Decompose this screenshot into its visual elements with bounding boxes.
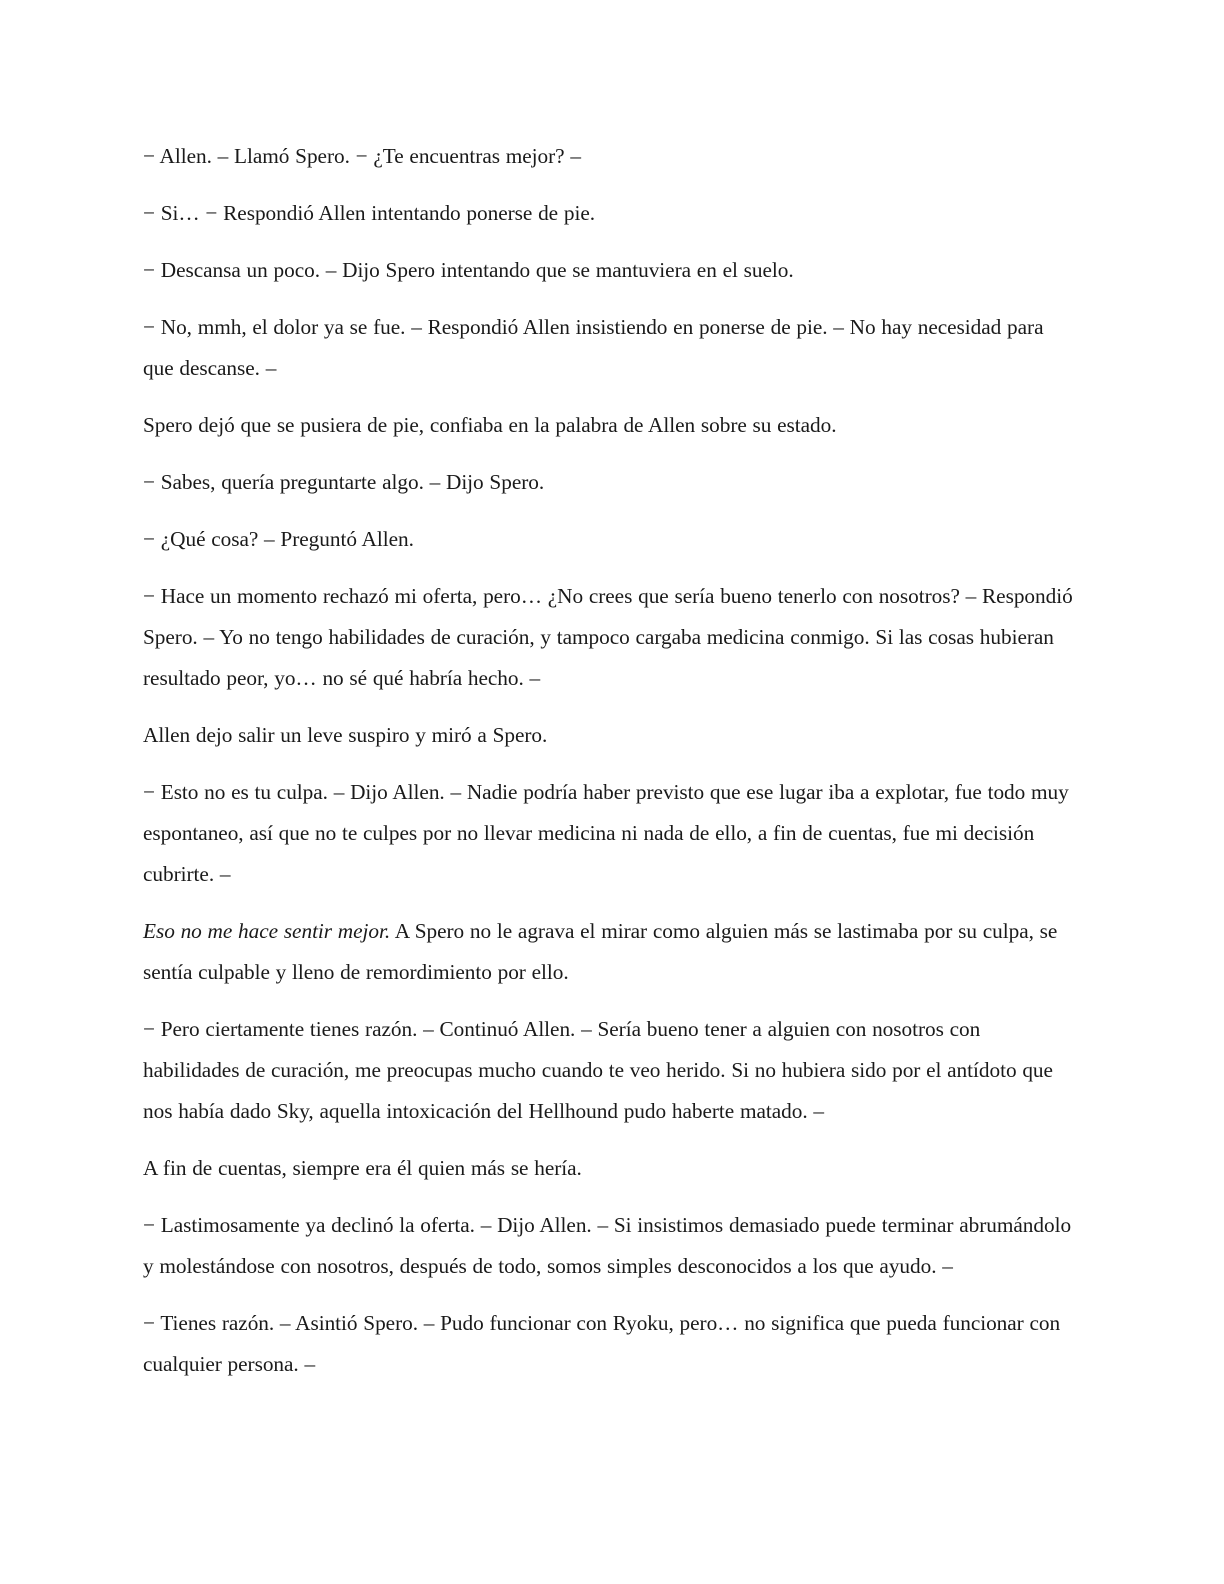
paragraph-5: Spero dejó que se pusiera de pie, confiaba en la palabra de Allen sobre su estado. (143, 413, 837, 437)
paragraph-9: Allen dejo salir un leve suspiro y miró a Spero. (143, 723, 548, 747)
paragraph-7: − ¿Qué cosa? – Preguntó Allen. (143, 527, 414, 551)
paragraph-14: − Lastimosamente ya declinó la oferta. – Dijo Allen. – Si insistimos demasiado puede terminar abrumándolo y molestándose con nosotros, después de todo, somos simples desconocidos a los que ayudo. – (143, 1213, 1072, 1278)
paragraph-10: − Esto no es tu culpa. – Dijo Allen. – Nadie podría haber previsto que ese lugar iba a explotar, fue todo muy espontaneo, así que no te culpes por no llevar medicina ni nada de ello, a fin de cuentas, fue mi decisión cubrirte. – (143, 780, 1069, 886)
paragraph-3: − Descansa un poco. – Dijo Spero intentando que se mantuviera en el suelo. (143, 258, 794, 282)
paragraph-1: − Allen. – Llamó Spero. − ¿Te encuentras mejor? – (143, 144, 581, 168)
paragraph-11 (143, 911, 1078, 993)
paragraph-11-rest: A Spero no le agrava el mirar como alguien más se lastimaba por su culpa, se sentía culpable y lleno de remordimiento por ello. (143, 919, 1058, 984)
paragraph-6: − Sabes, quería preguntarte algo. – Dijo Spero. (143, 470, 545, 494)
document-body (143, 136, 1078, 1401)
paragraph-8: − Hace un momento rechazó mi oferta, pero… ¿No crees que sería bueno tenerlo con nosotros? – Respondió Spero. – Yo no tengo habilidades de curación, y tampoco cargaba medicina conmigo. Si las cosas hubieran resultado peor, yo… no sé qué habría hecho. – (143, 584, 1073, 690)
paragraph-15: − Tienes razón. – Asintió Spero. – Pudo funcionar con Ryoku, pero… no significa que pueda funcionar con cualquier persona. – (143, 1311, 1061, 1376)
paragraph-13: A fin de cuentas, siempre era él quien más se hería. (143, 1156, 582, 1180)
paragraph-12: − Pero ciertamente tienes razón. – Continuó Allen. – Sería bueno tener a alguien con nosotros con habilidades de curación, me preocupas mucho cuando te veo herido. Si no hubiera sido por el antídoto que nos había dado Sky, aquella intoxicación del Hellhound pudo haberte matado. – (143, 1017, 1053, 1123)
paragraph-2: − Si… − Respondió Allen intentando ponerse de pie. (143, 201, 595, 225)
italic-thought: Eso no me hace sentir mejor. (143, 919, 391, 943)
paragraph-4: − No, mmh, el dolor ya se fue. – Respondió Allen insistiendo en ponerse de pie. – No hay necesidad para que descanse. – (143, 315, 1044, 380)
